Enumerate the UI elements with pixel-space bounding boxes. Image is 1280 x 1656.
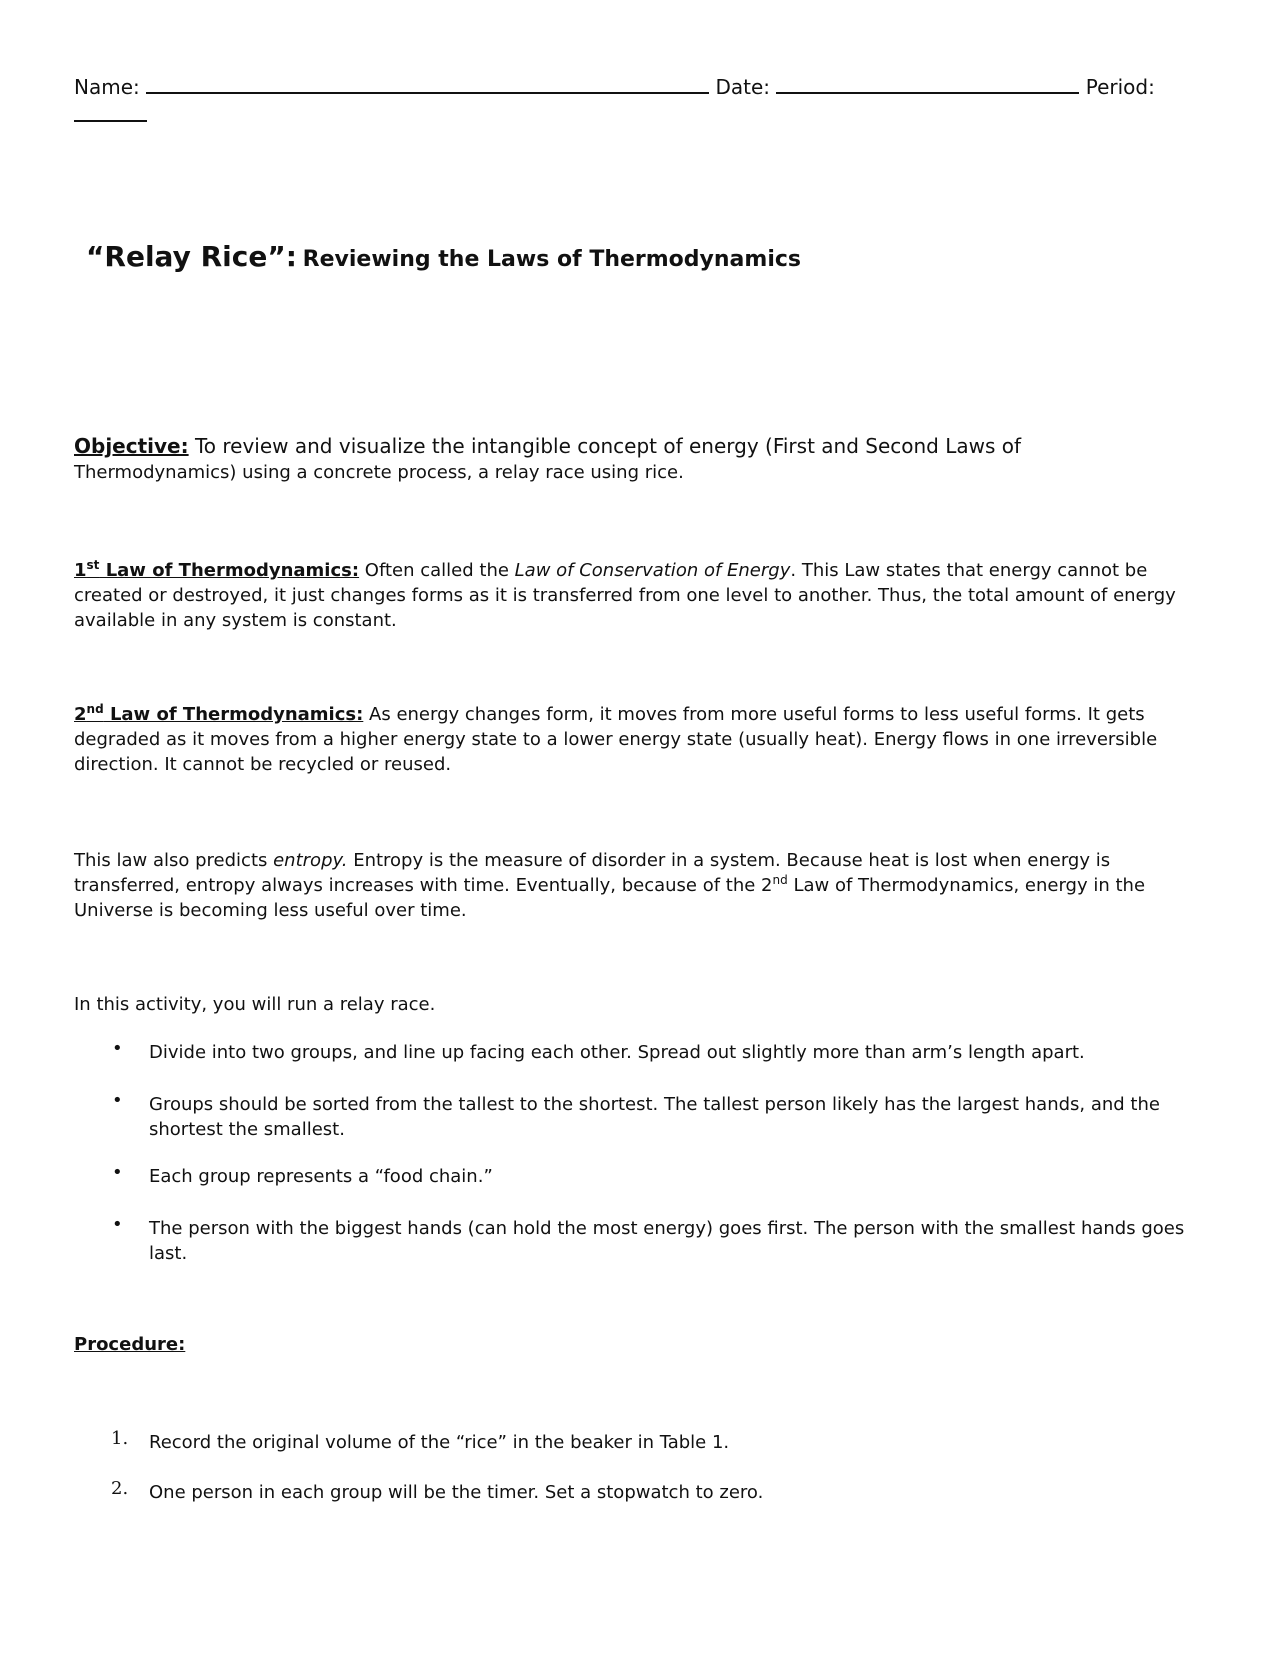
second-law-section [74,702,1214,777]
step-text: Record the original volume of the “rice” in the beaker in Table 1. [149,1432,730,1453]
bullet-icon: • [112,1214,123,1235]
period-blank[interactable] [74,100,147,122]
bullet-icon: • [112,1090,123,1111]
bullet-icon: • [112,1162,123,1183]
entropy-italic: entropy. [273,850,348,871]
entropy-text-c: Law of Thermodynamics, energy in the Universe is becoming less useful over time. [74,875,1146,921]
date-blank[interactable] [776,72,1079,94]
name-blank[interactable] [146,72,709,94]
objective-text-lead: To review and visualize the intangible concept of energy (First and Second Laws of [188,434,1022,458]
second-law-text: As energy changes form, it moves from more useful forms to less useful forms. It gets degraded as it moves from a higher energy state to a lower energy state (usually heat). Energy flows in one irreversible direction. It cannot be recycled or reused. [74,704,1158,775]
procedure-heading: Procedure: [74,1334,186,1355]
objective-label: Objective: [74,434,189,458]
title-sub: Reviewing the Laws of Thermodynamics [302,247,801,272]
list-item: Divide into two groups, and line up facing each other. Spread out slightly more than arm’s length apart. [149,1042,1085,1063]
step-number: 2. [111,1478,129,1499]
list-item: Groups should be sorted from the tallest to the shortest. The tallest person likely has the largest hands, and the shortest the smallest. [149,1094,1160,1140]
bullet-icon: • [112,1038,123,1059]
list-item: Each group represents a “food chain.” [149,1166,493,1187]
first-law-italic: Law of Conservation of Energy [514,560,791,581]
step-number: 1. [111,1428,129,1449]
first-law-section [74,558,1214,633]
header-fields [74,72,1155,99]
first-law-text-b: . This Law states that energy cannot be created or destroyed, it just changes forms as it is transferred from one level to another. Thus, the total amount of energy available in any system is constant. [74,560,1176,631]
page-title [86,240,801,273]
first-law-text-a: Often called the [359,560,515,581]
first-law-label: 1st Law of Thermodynamics: [74,558,360,581]
objective-section [74,434,1214,485]
entropy-section [74,848,1214,923]
second-law-label: 2nd Law of Thermodynamics: [74,702,364,725]
date-label: Date: [715,75,771,99]
title-main: “Relay Rice”: [86,240,297,273]
period-label: Period: [1085,75,1155,99]
entropy-text-a: This law also predicts [74,850,274,871]
activity-intro: In this activity, you will run a relay race. [74,994,436,1015]
step-text: One person in each group will be the timer. Set a stopwatch to zero. [149,1482,764,1503]
list-item: The person with the biggest hands (can hold the most energy) goes first. The person with the smallest hands goes last. [149,1218,1185,1264]
entropy-text-b: Entropy is the measure of disorder in a system. Because heat is lost when energy is transferred, entropy always increases with time. Eventually, because of the 2 [74,850,1111,896]
entropy-sup: nd [772,873,788,887]
name-label: Name: [74,75,140,99]
objective-text-rest: Thermodynamics) using a concrete process, a relay race using rice. [74,462,684,483]
